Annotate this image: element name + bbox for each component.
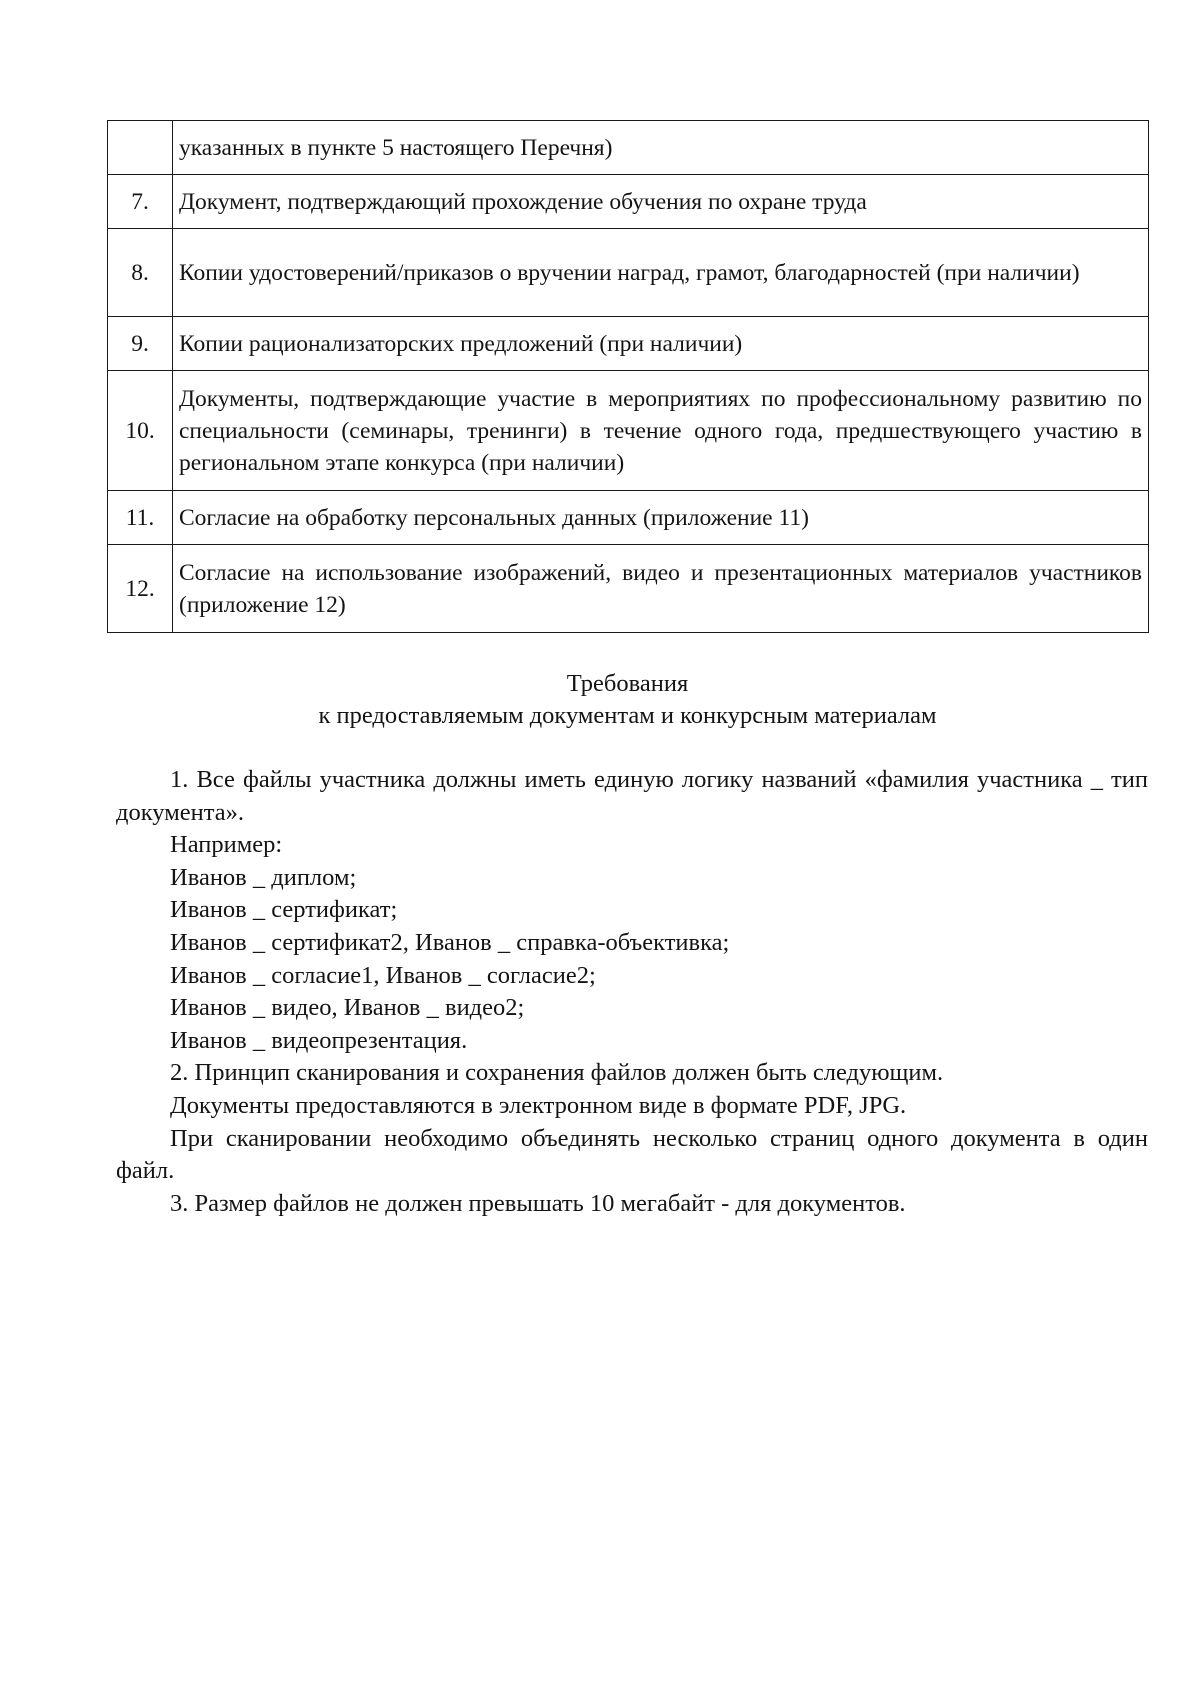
section-subtitle: к предоставляемым документам и конкурсным материалам (318, 702, 937, 729)
row-text: Копии рационализаторских предложений (при наличии) (173, 317, 1149, 371)
example-item: Иванов _ видеопрезентация. (170, 1026, 468, 1054)
example-item: Иванов _ сертификат; (170, 896, 398, 924)
row-text: Согласие на обработку персональных данных (приложение 11) (173, 491, 1149, 545)
example-item: Иванов _ видео, Иванов _ видео2; (170, 994, 525, 1022)
row-number: 10. (108, 371, 173, 491)
example-item: Иванов _ согласие1, Иванов _ согласие2; (170, 961, 596, 989)
row-number: 7. (108, 175, 173, 229)
row-number: 9. (108, 317, 173, 371)
table-row (108, 545, 1149, 633)
requirements-body (116, 764, 1148, 1220)
paragraph-naming-rule: 1. Все файлы участника должны иметь единую логику названий «фамилия участника _ тип документа». (116, 766, 1148, 826)
row-text: Документы, подтверждающие участие в мероприятиях по профессиональному развитию по специальности (семинары, тренинги) в течение одного года, предшествующего участию в региональном этапе конкурса (при наличии) (173, 371, 1149, 491)
row-number (108, 121, 173, 175)
table-row (108, 121, 1149, 175)
example-item: Иванов _ сертификат2, Иванов _ справка-объективка; (170, 928, 730, 956)
table-row (108, 175, 1149, 229)
row-text: указанных в пункте 5 настоящего Перечня) (173, 121, 1149, 175)
table-row (108, 371, 1149, 491)
row-text: Документ, подтверждающий прохождение обучения по охране труда (173, 175, 1149, 229)
row-text: Копии удостоверений/приказов о вручении наград, грамот, благодарностей (при наличии) (173, 229, 1149, 317)
paragraph-scanning-principle: 2. Принцип сканирования и сохранения файлов должен быть следующим. (170, 1059, 944, 1087)
paragraph-merge-pages: При сканировании необходимо объединять несколько страниц одного документа в один файл. (116, 1124, 1148, 1185)
table-row (108, 317, 1149, 371)
row-number: 8. (108, 229, 173, 317)
example-item: Иванов _ диплом; (170, 863, 357, 891)
row-number: 11. (108, 491, 173, 545)
example-label: Например: (170, 831, 283, 859)
section-title: Требования (566, 670, 689, 697)
row-number: 12. (108, 545, 173, 633)
documents-table (107, 120, 1149, 633)
table-row (108, 491, 1149, 545)
paragraph-file-format: Документы предоставляются в электронном виде в формате PDF, JPG. (170, 1091, 907, 1119)
table-row (108, 229, 1149, 317)
paragraph-file-size: 3. Размер файлов не должен превышать 10 мегабайт - для документов. (170, 1189, 906, 1217)
row-text: Согласие на использование изображений, видео и презентационных материалов участников (приложение 12) (173, 545, 1149, 633)
